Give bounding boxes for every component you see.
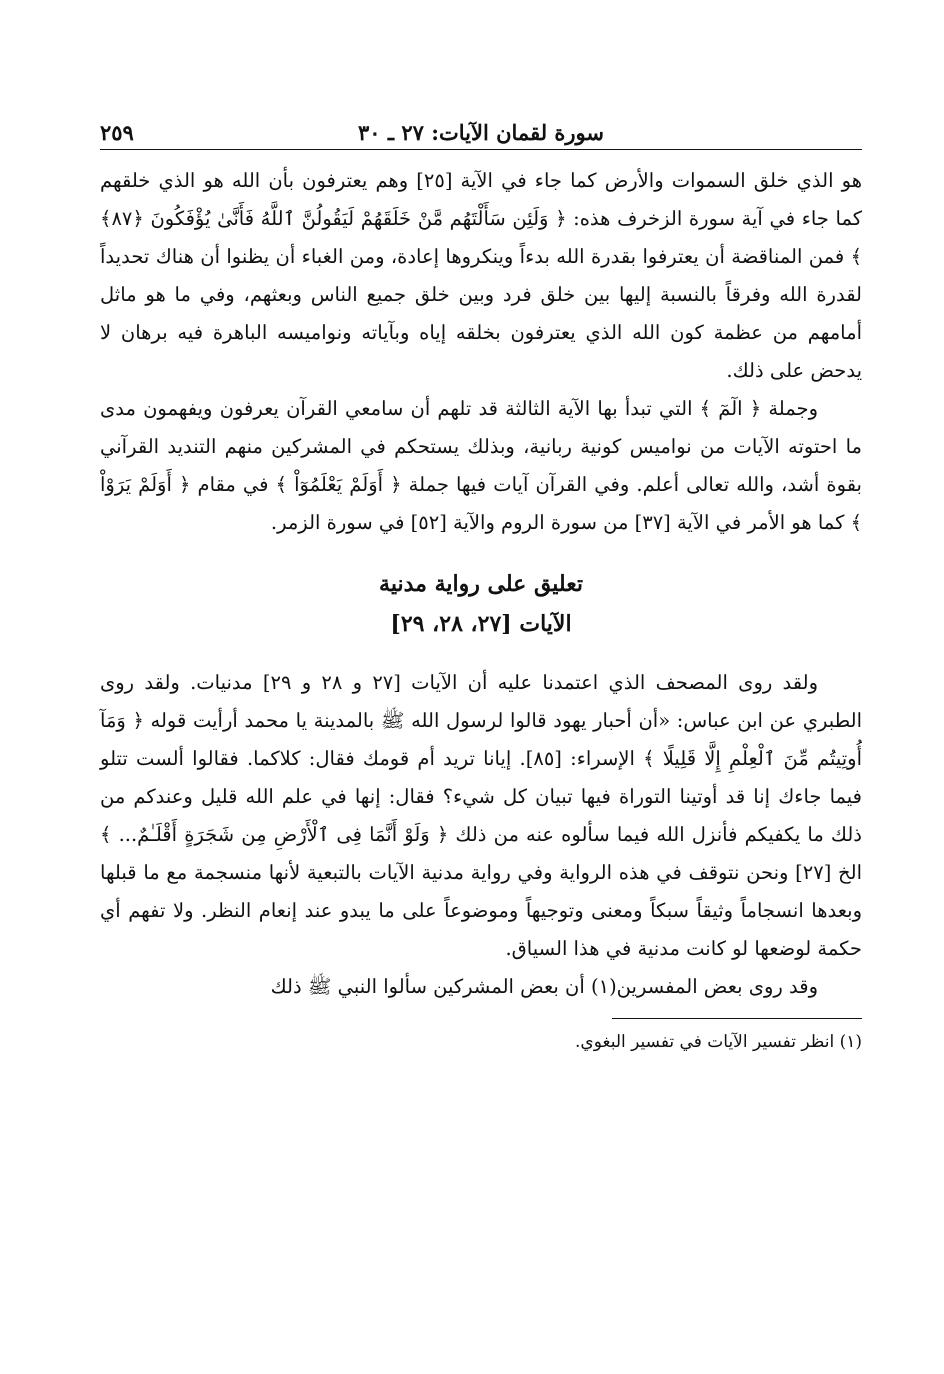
section-heading-block (100, 564, 862, 644)
book-page (100, 110, 862, 1290)
body-paragraph: ولقد روى المصحف الذي اعتمدنا عليه أن الآيات [٢٧ و ٢٨ و ٢٩] مدنيات. ولقد روى الطبري عن ابن عباس: «أن أحبار يهود قالوا لرسول الله ﷺ بالمدينة يا محمد أرأيت قوله ﴿ وَمَآ أُوتِيتُم مِّنَ ٱلْعِلْمِ إِلَّا قَلِيلًا ﴾ الإسراء: [٨٥]. إيانا تريد أم قومك فقال: كلاكما. فقالوا ألست تتلو فيما جاءك إنا قد أوتينا التوراة فيها تبيان كل شيء؟ فقال: إنها في علم الله قليل وعندكم من ذلك ما يكفيكم فأنزل الله فيما سألوه عنه من ذلك ﴿ وَلَوْ أَنَّمَا فِى ٱلْأَرْضِ مِن شَجَرَةٍ أَقْلَـٰمٌ... ﴾ الخ [٢٧] ونحن نتوقف في هذه الرواية وفي رواية مدنية الآيات بالتبعية لأنها منسجمة مع ما قبلها وبعدها انسجاماً وثيقاً سبكاً ومعنى وتوجيهاً وموضوعاً على ما يبدو عند إنعام النظر. ولا تفهم أي حكمة لوضعها لو كانت مدنية في هذا السياق. (100, 671, 862, 960)
section-heading: تعليق على رواية مدنية (379, 571, 583, 597)
body-paragraph: وقد روى بعض المفسرين(١) أن بعض المشركين سألوا النبي ﷺ ذلك (270, 975, 818, 998)
body-paragraph: وجملة ﴿ الٓمٓ ﴾ التي تبدأ بها الآية الثالثة قد تلهم أن سامعي القرآن يعرفون ويفهمون مدى ما احتوته الآيات من نواميس كونية ربانية، وبذلك يستحكم في المشركين منهم التنديد القرآني بقوة أشد، والله تعالى أعلم. وفي القرآن آيات فيها جملة ﴿ أَوَلَمْ يَعْلَمُوٓاْ ﴾ في مقام ﴿ أَوَلَمْ يَرَوْاْ ﴾ كما هو الأمر في الآية [٣٧] من سورة الروم والآية [٥٢] في سورة الزمر. (100, 397, 862, 534)
page-number: ٢٥٩ (100, 120, 134, 145)
running-header (100, 110, 862, 150)
body-paragraph: هو الذي خلق السموات والأرض كما جاء في الآية [٢٥] وهم يعترفون بأن الله هو الذي خلقهم كما جاء في آية سورة الزخرف هذه: ﴿ وَلَئِن سَأَلْتَهُم مَّنْ خَلَقَهُمْ لَيَقُولُنَّ ٱللَّهُ فَأَنَّىٰ يُؤْفَكُونَ ﴿٨٧﴾ ﴾ فمن المناقضة أن يعترفوا بقدرة الله بدءاً وينكروها إعادة، ومن الغباء أن يظنوا أن هناك تحديداً لقدرة الله وفرقاً بالنسبة إليها بين خلق فرد وبين خلق جميع الناس وبعثهم، وفي ما هو ماثل أمامهم من عظمة كون الله الذي يعترفون بخلقه إياه وبآياته ونواميسه الباهرة فيه برهان لا يدحض على ذلك. (100, 169, 862, 382)
footnote-divider (612, 1018, 862, 1019)
footnote: (١) انظر تفسير الآيات في تفسير البغوي. (575, 1032, 862, 1052)
header-title: سورة لقمان الآيات: ٢٧ ـ ٣٠ (358, 120, 604, 145)
section-subheading: الآيات [٢٧، ٢٨، ٢٩] (390, 611, 572, 637)
